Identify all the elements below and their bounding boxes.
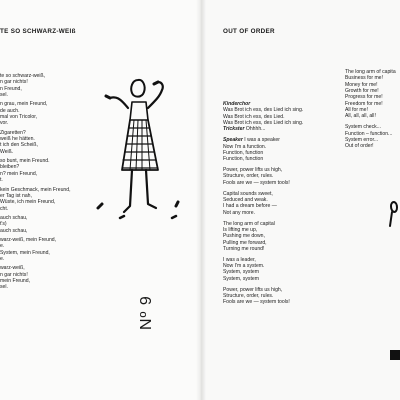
poem-line: Wüste, ich mein Freund, (0, 199, 56, 206)
poem-line: warz-weiß, mein Freund, (0, 236, 57, 243)
poem-line: Money for me! (345, 81, 378, 88)
poem-line: Progress for me! (345, 94, 383, 101)
line-text: Was Brot ich ess, des Lied ich sing. (223, 107, 304, 114)
poem-line: t's) (0, 221, 7, 228)
partial-figure-illustration (380, 200, 400, 360)
poem-line: te so schwarz-weiß, (0, 73, 46, 79)
line-text: I was a leader, (223, 256, 256, 263)
right-page (200, 0, 400, 400)
poem-line: bleiben? (0, 164, 20, 171)
line-text: Power, power lifts us high, (223, 167, 283, 174)
poem-line: mein Freund, (0, 277, 31, 284)
poem-line: Growth for me! (345, 88, 379, 95)
line-text: Pushing me down, (223, 233, 265, 240)
line-text: I was a speaker (242, 137, 280, 144)
speaker-label: Kinderchor (223, 101, 251, 107)
poem-line: System, mein Freund, (0, 249, 50, 256)
poem-line: so bunt, mein Freund. (0, 158, 50, 165)
line-text: Fools are we — system tools! (223, 179, 290, 186)
poem-line (223, 156, 303, 162)
line-text: The long arm of capital (223, 220, 275, 227)
poem-line: n gar nichts! (0, 79, 28, 86)
poem-line (223, 210, 303, 216)
left-title: TE SO SCHWARZ-WEIß (0, 28, 76, 35)
poem-line: weiß he hätten. (0, 136, 35, 143)
poem-line: The long arm of capita (345, 69, 396, 75)
middle-poem (223, 101, 303, 306)
line-text: Seduced and weak. (223, 196, 268, 203)
line-text: System, system (223, 269, 259, 276)
poem-line: warz-weiß, (0, 265, 25, 272)
line-text: Now I'm a system. (223, 263, 265, 270)
right-title: OUT OF ORDER (223, 28, 275, 35)
poem-line: n gar nichts! (0, 271, 28, 278)
stanza (345, 124, 396, 149)
poem-line: mal von Tricolor, (0, 114, 38, 121)
poem-line: n grau, mein Freund, (0, 101, 48, 108)
poem-line: t. (0, 177, 3, 184)
line-text: Capital sounds sweet, (223, 190, 273, 197)
line-text: Pulling me forward, (223, 239, 267, 246)
poem-line: System error... (345, 136, 379, 143)
poem-line: Business for me! (345, 75, 383, 82)
line-text: Is lifting me up, (223, 226, 258, 233)
poem-line: All for me! (345, 107, 368, 114)
line-text: Not any more. (223, 209, 255, 216)
line-text: Turning me round! (223, 245, 265, 252)
line-text: Structure, order, rules. (223, 173, 274, 180)
line-text: Structure, order, rules. (223, 292, 274, 299)
stanza (223, 101, 303, 133)
line-text: Function, function (223, 149, 264, 156)
poem-line: sel. (0, 92, 8, 99)
line-text: Function, function (223, 156, 264, 163)
stanza (223, 137, 303, 162)
line-text: Fools are we — system tools! (223, 299, 290, 306)
poem-line: Freedom for me! (345, 100, 383, 107)
poem-line: t ich den Scheiß, (0, 142, 38, 149)
poem-line: auch schau, (0, 227, 28, 234)
poem-line (223, 246, 303, 252)
poem-line: All, all, all, all! (345, 113, 376, 120)
poem-line: sel. (0, 284, 8, 291)
poem-line: Weiß. (0, 148, 14, 155)
line-text: Power, power lifts us high, (223, 286, 283, 293)
poem-line: System check... (345, 124, 381, 131)
line-text: I had a dream before — (223, 203, 277, 210)
line-text: Ohhhh... (244, 126, 266, 133)
poem-line (223, 299, 303, 305)
line-text: Was Brot ich ess, des Lied ich sing. (223, 120, 304, 127)
stanza (345, 69, 396, 120)
speaker-label: Trickster (223, 126, 245, 133)
poem-line: e. (0, 243, 5, 250)
poem-line: vor. (0, 120, 9, 127)
poem-line (223, 276, 303, 282)
speaker-label: Speaker (223, 137, 243, 144)
left-poem (0, 73, 71, 291)
stanza (223, 191, 303, 216)
poem-line: cht. (0, 205, 9, 212)
stanza (223, 287, 303, 306)
poem-line: e. (0, 255, 5, 262)
poem-line: de auch. (0, 107, 20, 114)
right-poem (345, 69, 396, 150)
poem-line: Zigaretten? (0, 129, 26, 136)
stanza (223, 221, 303, 253)
line-text: Now I'm a function. (223, 143, 267, 150)
poem-line: Out of order! (345, 143, 374, 150)
poem-line: n? mein Freund, (0, 170, 38, 177)
poem-line (223, 126, 303, 132)
stanza (223, 167, 303, 186)
poem-line: Function – function... (345, 130, 393, 137)
dancer-illustration (80, 68, 200, 228)
poem-line: n Freund, (0, 85, 22, 92)
poem-line (223, 180, 303, 186)
poem-line: auch schau, (0, 214, 28, 221)
line-text: Was Brot ich ess, des Lied. (223, 113, 285, 120)
line-text: System, system (223, 275, 259, 282)
book-gutter (196, 0, 206, 400)
page-number: Nº 9 (138, 295, 155, 330)
poem-line: er Tag ist nah, (0, 192, 32, 199)
poem-line: kein Geschmack, mein Freund, (0, 186, 71, 193)
stanza (223, 257, 303, 282)
